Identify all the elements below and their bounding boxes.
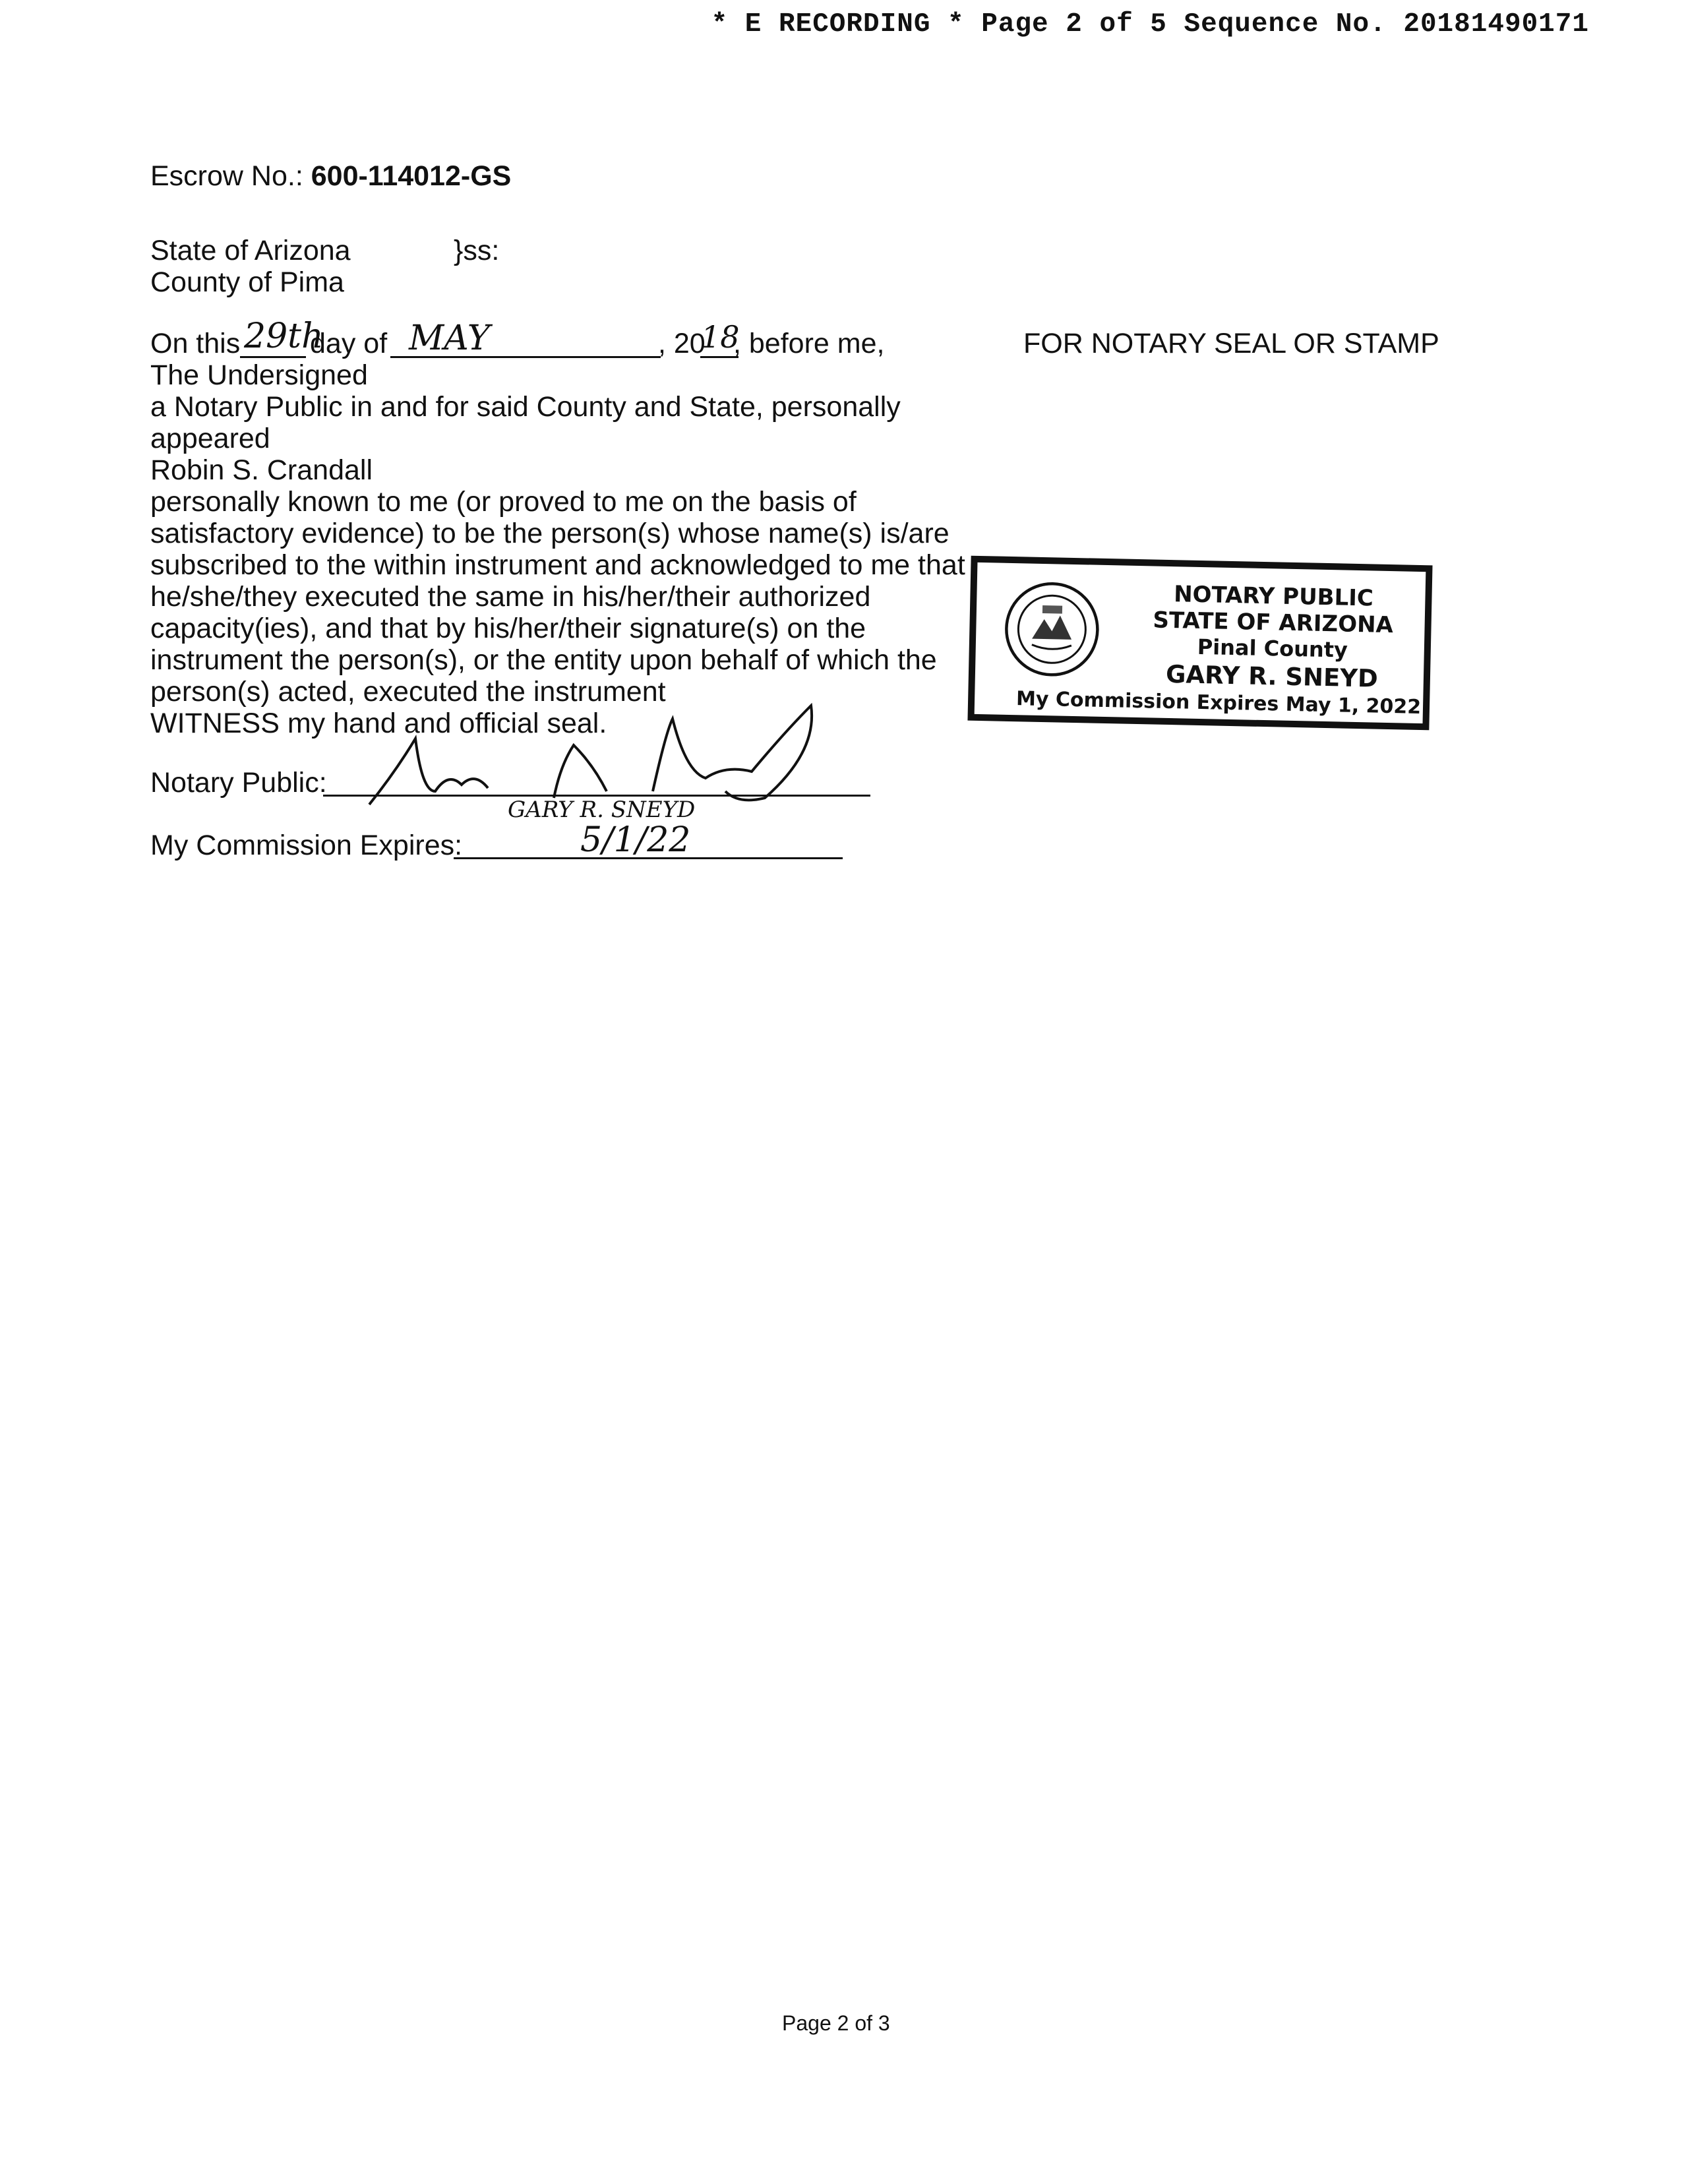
- escrow-line: [150, 160, 511, 192]
- stamp-line-5: My Commission Expires May 1, 2022: [1015, 687, 1422, 719]
- arizona-seal-icon: [1002, 579, 1102, 680]
- ack-line-11: WITNESS my hand and official seal.: [150, 708, 607, 739]
- handwritten-expiration: 5/1/22: [580, 820, 691, 860]
- ack-first-line: [150, 328, 240, 359]
- notary-stamp: [967, 556, 1432, 731]
- escrow-label: Escrow No.:: [150, 160, 303, 192]
- day-underline: [240, 356, 306, 358]
- ack-line-6: subscribed to the within instrument and acknowledged to me that: [150, 549, 965, 581]
- notary-public-label: Notary Public:: [150, 767, 327, 799]
- ack-line-2: appeared: [150, 423, 270, 454]
- venue-ss: }ss:: [454, 235, 500, 266]
- stamp-line-3: Pinal County: [1197, 634, 1348, 663]
- recording-header: * E RECORDING * Page 2 of 5 Sequence No. 20181490171: [711, 9, 1589, 40]
- handwritten-month: MAY: [409, 318, 491, 358]
- ack-line-3: Robin S. Crandall: [150, 454, 373, 486]
- ack-line-8: capacity(ies), and that by his/her/their signature(s) on the: [150, 613, 866, 644]
- officer-name: The Undersigned: [150, 359, 368, 391]
- venue-county: County of Pima: [150, 266, 344, 298]
- expires-label: My Commission Expires:: [150, 830, 463, 861]
- ack-line-1: a Notary Public in and for said County and State, personally: [150, 391, 901, 423]
- ack-line-5: satisfactory evidence) to be the person(s) whose name(s) is/are: [150, 518, 950, 549]
- ack-line-10: person(s) acted, executed the instrument: [150, 676, 666, 708]
- stamp-line-1: NOTARY PUBLIC: [1173, 581, 1374, 612]
- handwritten-year: 18: [701, 319, 740, 355]
- handwritten-day: 29th: [244, 317, 324, 356]
- seal-area-label: FOR NOTARY SEAL OR STAMP: [1023, 328, 1439, 359]
- stamp-line-2: STATE OF ARIZONA: [1153, 607, 1394, 639]
- page-footer: Page 2 of 3: [782, 2011, 890, 2035]
- month-underline: [390, 356, 661, 358]
- ack-line-7: he/she/they executed the same in his/her/their authorized: [150, 581, 871, 613]
- handwritten-printed-name: GARY R. SNEYD: [508, 797, 696, 823]
- escrow-number: 600-114012-GS: [311, 160, 512, 192]
- venue-state: State of Arizona: [150, 235, 351, 266]
- day-of-label: day of: [310, 328, 388, 359]
- ack-line-4: personally known to me (or proved to me on the basis of: [150, 486, 857, 518]
- stamp-line-4: GARY R. SNEYD: [1165, 659, 1379, 693]
- before-me: , before me,: [733, 328, 885, 359]
- year-prefix: , 20: [658, 328, 706, 359]
- ack-line-9: instrument the person(s), or the entity upon behalf of which the: [150, 644, 937, 676]
- on-this-label: On this: [150, 328, 241, 359]
